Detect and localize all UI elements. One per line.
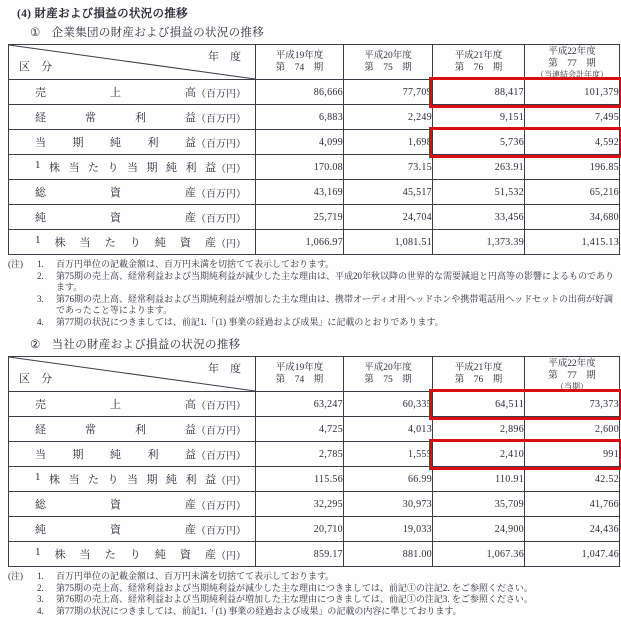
- row-label-char: 益: [185, 134, 196, 150]
- row-label-char: 資: [110, 209, 121, 225]
- note-text: 百万円単位の記載金額は、百万円未満を切捨てて表示しております。: [56, 259, 616, 271]
- group-financial-table-wrap: [8, 44, 620, 255]
- row-label-char: 高: [185, 84, 196, 100]
- row-label-char: り: [130, 546, 141, 562]
- row-label: [9, 84, 255, 100]
- row-label-char: 売: [35, 396, 46, 412]
- value-cell: 24,704: [344, 205, 433, 230]
- row-label-char: 期: [147, 159, 158, 175]
- row-label-unit: （百万円）: [196, 422, 246, 437]
- value-cell: 34,680: [525, 205, 620, 230]
- value-cell: 30,973: [344, 492, 433, 517]
- value-cell: 20,710: [256, 517, 344, 542]
- column-header-line: 平成19年度: [256, 362, 343, 374]
- value-cell: 86,666: [256, 80, 344, 105]
- row-label: [9, 109, 255, 125]
- row-label: [9, 521, 255, 537]
- value-cell: 63,247: [256, 392, 344, 417]
- column-header-line: 平成22年度: [525, 358, 619, 370]
- value-cell: 45,517: [344, 180, 433, 205]
- row-label-char: 常: [85, 109, 96, 125]
- value-cell: 2,785: [256, 442, 344, 467]
- value-cell: 66.99: [344, 467, 433, 492]
- row-label-cell: [9, 105, 256, 130]
- value-cell: 42.52: [525, 467, 620, 492]
- row-label-unit: （百万円）: [196, 447, 246, 462]
- row-label-char: 上: [110, 396, 121, 412]
- row-label-char: 当: [69, 471, 80, 487]
- row-label-char: 上: [110, 84, 121, 100]
- column-header-line: 第 77 期: [525, 370, 619, 382]
- row-label-char: 純: [155, 234, 166, 250]
- value-cell: 4,099: [256, 130, 344, 155]
- row-label-char: 利: [148, 134, 159, 150]
- value-cell: 1,066.97: [256, 230, 344, 255]
- value-cell: 73.15: [344, 155, 433, 180]
- row-label: [9, 421, 255, 437]
- row-label-chars: [35, 134, 196, 150]
- value-cell: 170.08: [256, 155, 344, 180]
- column-header-line: （当期）: [525, 382, 619, 391]
- row-label-char: 当: [69, 159, 80, 175]
- column-header-line: 平成21年度: [433, 362, 524, 374]
- value-cell: 73,373: [525, 392, 620, 417]
- section-1-number: ①: [30, 27, 41, 39]
- column-header-line: 平成22年度: [525, 46, 619, 58]
- row-label-unit: （百万円）: [196, 397, 246, 412]
- row-label-char: 産: [185, 209, 196, 225]
- row-label: [9, 496, 255, 512]
- row-label-chars: [35, 396, 196, 412]
- value-cell: 32,295: [256, 492, 344, 517]
- row-label-cell: [9, 205, 256, 230]
- row-label: [9, 134, 255, 150]
- note-item: [8, 271, 616, 294]
- value-cell: 115.56: [256, 467, 344, 492]
- row-label-unit: （円）: [216, 547, 246, 562]
- section-2-heading: [0, 334, 621, 355]
- row-label: [9, 159, 255, 175]
- row-label-char: 純: [110, 446, 121, 462]
- note-text: 百万円単位の記載金額は、百万円未満を切捨てて表示しております。: [56, 571, 616, 583]
- note-item: [8, 571, 616, 583]
- value-cell: 4,013: [344, 417, 433, 442]
- note-item: [8, 606, 616, 617]
- row-label-char: り: [108, 471, 119, 487]
- row-label-char: 高: [185, 396, 196, 412]
- row-label: [9, 471, 255, 487]
- table-row: [9, 442, 620, 467]
- value-cell: 1,081.51: [344, 230, 433, 255]
- row-label: [9, 446, 255, 462]
- row-label-char: 資: [110, 521, 121, 537]
- value-cell: 110.91: [433, 467, 525, 492]
- value-cell: 4,725: [256, 417, 344, 442]
- value-cell: 65,216: [525, 180, 620, 205]
- value-cell: 41,766: [525, 492, 620, 517]
- value-cell: 2,896: [433, 417, 525, 442]
- value-cell: 2,410: [433, 442, 525, 467]
- note-number: 4.: [37, 317, 56, 329]
- note-number: 4.: [37, 606, 56, 617]
- row-label-char: 資: [180, 234, 191, 250]
- year-column-header: [525, 357, 620, 392]
- row-label-char: 当: [127, 471, 138, 487]
- row-label-char: り: [130, 234, 141, 250]
- table-row: [9, 105, 620, 130]
- year-column-header: [256, 45, 344, 80]
- group-table-notes: [8, 259, 616, 328]
- section-2-number: ②: [30, 339, 41, 351]
- column-header-line: 第 76 期: [433, 62, 524, 74]
- row-label-unit: （百万円）: [196, 185, 246, 200]
- value-cell: 1,067.36: [433, 542, 525, 567]
- value-cell: 2,600: [525, 417, 620, 442]
- row-label-chars: [35, 546, 216, 562]
- row-label-char: 総: [35, 184, 46, 200]
- value-cell: 6,883: [256, 105, 344, 130]
- year-column-header: [433, 45, 525, 80]
- row-label-chars: [35, 496, 196, 512]
- row-label-cell: [9, 542, 256, 567]
- value-cell: 60,335: [344, 392, 433, 417]
- company-table-notes: [8, 571, 616, 617]
- row-label-char: 利: [186, 159, 197, 175]
- corner-label-nendo: 年 度: [208, 360, 241, 376]
- row-label-char: 産: [185, 521, 196, 537]
- table-row: [9, 80, 620, 105]
- row-label-chars: [35, 521, 196, 537]
- row-label-char: 資: [110, 184, 121, 200]
- row-label-unit: （百万円）: [196, 110, 246, 125]
- column-header-line: 第 75 期: [344, 374, 432, 386]
- value-cell: 24,900: [433, 517, 525, 542]
- row-label-cell: [9, 180, 256, 205]
- table-row: [9, 155, 620, 180]
- value-cell: 77,709: [344, 80, 433, 105]
- row-label-char: 産: [185, 496, 196, 512]
- note-text: 第76期の売上高、経常利益および当期純利益が増加した主な理由は、携帯オーディオ用ヘッドホンや携帯電話用ヘッドセットの出荷が好調であったこと等によります。: [56, 294, 616, 317]
- row-label-char: 当: [35, 134, 46, 150]
- header-row: [9, 357, 620, 392]
- row-label-chars: [35, 421, 196, 437]
- row-label-char: 経: [35, 421, 46, 437]
- value-cell: 33,456: [433, 205, 525, 230]
- row-label: [9, 209, 255, 225]
- row-label-char: 当: [80, 546, 91, 562]
- value-cell: 88,417: [433, 80, 525, 105]
- value-cell: 43,169: [256, 180, 344, 205]
- value-cell: 4,592: [525, 130, 620, 155]
- column-header-line: 平成19年度: [256, 50, 343, 62]
- row-label-char: た: [105, 546, 116, 562]
- note-number: 3.: [37, 594, 56, 606]
- row-label-cell: [9, 155, 256, 180]
- row-label-unit: （円）: [216, 472, 246, 487]
- column-header-line: 平成20年度: [344, 50, 432, 62]
- row-label-char: 産: [185, 184, 196, 200]
- row-label-char: 純: [166, 471, 177, 487]
- value-cell: 196.85: [525, 155, 620, 180]
- value-cell: 19,033: [344, 517, 433, 542]
- column-header-line: 第 77 期: [525, 58, 619, 70]
- table-row: [9, 417, 620, 442]
- row-label-char: 純: [155, 546, 166, 562]
- row-label-char: 益: [185, 109, 196, 125]
- row-label: [9, 396, 255, 412]
- value-cell: 1,047.46: [525, 542, 620, 567]
- row-label-unit: （百万円）: [196, 522, 246, 537]
- corner-label-nendo: 年 度: [208, 48, 241, 64]
- row-label-char: 期: [73, 446, 84, 462]
- year-column-header: [344, 357, 433, 392]
- row-label-char: 産: [205, 546, 216, 562]
- corner-label-kubun: 区 分: [19, 370, 52, 386]
- corner-cell: [9, 357, 256, 392]
- table-row: [9, 492, 620, 517]
- value-cell: 35,709: [433, 492, 525, 517]
- section-1-heading: [0, 22, 621, 43]
- value-cell: 1,415.13: [525, 230, 620, 255]
- notes-label: (注): [8, 571, 37, 583]
- table-row: [9, 130, 620, 155]
- value-cell: 1,555: [344, 442, 433, 467]
- note-item: [8, 294, 616, 317]
- value-cell: 9,151: [433, 105, 525, 130]
- row-label-chars: [35, 109, 196, 125]
- value-cell: 7,495: [525, 105, 620, 130]
- financial-table: [8, 44, 620, 255]
- row-label-cell: [9, 517, 256, 542]
- note-item: [8, 317, 616, 329]
- row-label-char: 資: [180, 546, 191, 562]
- value-cell: 24,436: [525, 517, 620, 542]
- row-label: [9, 184, 255, 200]
- row-label-chars: [35, 471, 216, 487]
- note-item: [8, 594, 616, 606]
- row-label-char: 株: [49, 159, 60, 175]
- note-text: 第75期の売上高、経常利益および当期純利益が減少した主な理由につきましては、前記①の注記2. をご参照ください。: [56, 583, 616, 595]
- row-label-char: 当: [127, 159, 138, 175]
- row-label: [9, 234, 255, 250]
- column-header-line: 第 75 期: [344, 62, 432, 74]
- value-cell: 1,698: [344, 130, 433, 155]
- value-cell: 101,379: [525, 80, 620, 105]
- row-label-char: 資: [110, 496, 121, 512]
- row-label-char: 当: [35, 446, 46, 462]
- year-column-header: [256, 357, 344, 392]
- note-text: 第77期の状況につきましては、前記1.「(1) 事業の経過および成果」の記載の内容に準じております。: [56, 606, 616, 617]
- row-label-char: 純: [110, 134, 121, 150]
- row-label-cell: [9, 442, 256, 467]
- row-label-unit: （百万円）: [196, 497, 246, 512]
- row-label-cell: [9, 130, 256, 155]
- row-label-chars: [35, 209, 196, 225]
- column-header-line: （当連結会計年度）: [525, 70, 619, 79]
- row-label-char: 益: [205, 471, 216, 487]
- note-text: 第77期の状況につきましては、前記1.「(1) 事業の経過および成果」に記載のとおりであります。: [56, 317, 616, 329]
- row-label-char: 株: [49, 471, 60, 487]
- value-cell: 25,719: [256, 205, 344, 230]
- row-label-cell: [9, 392, 256, 417]
- column-header-line: 平成20年度: [344, 362, 432, 374]
- row-label-char: 1: [35, 159, 41, 175]
- note-number: 1.: [37, 571, 56, 583]
- value-cell: 859.17: [256, 542, 344, 567]
- row-label-char: 1: [35, 471, 41, 487]
- row-label-chars: [35, 446, 196, 462]
- row-label-char: 期: [73, 134, 84, 150]
- row-label-char: 総: [35, 496, 46, 512]
- row-label-char: 常: [85, 421, 96, 437]
- page-title: (4) 財産および損益の状況の推移: [0, 0, 621, 22]
- row-label-char: 純: [35, 521, 46, 537]
- table-row: [9, 180, 620, 205]
- company-financial-table-wrap: [8, 356, 620, 567]
- value-cell: 881.00: [344, 542, 433, 567]
- header-row: [9, 45, 620, 80]
- year-column-header: [525, 45, 620, 80]
- financial-table: [8, 356, 620, 567]
- table-row: [9, 205, 620, 230]
- row-label-char: 利: [135, 109, 146, 125]
- section-2-title: 当社の財産および損益の状況の推移: [52, 339, 241, 351]
- row-label-char: 当: [80, 234, 91, 250]
- value-cell: 64,511: [433, 392, 525, 417]
- year-column-header: [433, 357, 525, 392]
- note-text: 第76期の売上高、経常利益および当期純利益が増加した主な理由につきましては、前記①の注記3. をご参照ください。: [56, 594, 616, 606]
- corner-label-kubun: 区 分: [19, 58, 52, 74]
- row-label-char: 1: [35, 234, 41, 250]
- notes-label: (注): [8, 259, 37, 271]
- row-label-char: 利: [186, 471, 197, 487]
- note-number: 2.: [37, 583, 56, 595]
- row-label-cell: [9, 467, 256, 492]
- row-label-char: 株: [55, 546, 66, 562]
- corner-cell: [9, 45, 256, 80]
- row-label-char: り: [108, 159, 119, 175]
- row-label-char: た: [88, 159, 99, 175]
- row-label-chars: [35, 234, 216, 250]
- note-number: 3.: [37, 294, 56, 306]
- row-label-char: 1: [35, 546, 41, 562]
- column-header-line: 平成21年度: [433, 50, 524, 62]
- row-label-chars: [35, 84, 196, 100]
- value-cell: 991: [525, 442, 620, 467]
- row-label-char: 経: [35, 109, 46, 125]
- row-label-char: 益: [185, 446, 196, 462]
- row-label-char: 産: [205, 234, 216, 250]
- note-item: [8, 259, 616, 271]
- table-row: [9, 517, 620, 542]
- row-label: [9, 546, 255, 562]
- section-1-title: 企業集団の財産および損益の状況の推移: [52, 27, 264, 39]
- row-label-chars: [35, 159, 216, 175]
- column-header-line: 第 74 期: [256, 374, 343, 386]
- row-label-char: 益: [185, 421, 196, 437]
- table-row: [9, 230, 620, 255]
- value-cell: 51,532: [433, 180, 525, 205]
- row-label-unit: （円）: [216, 160, 246, 175]
- row-label-char: 利: [135, 421, 146, 437]
- row-label-char: 益: [205, 159, 216, 175]
- year-column-header: [344, 45, 433, 80]
- note-number: 2.: [37, 271, 56, 283]
- column-header-line: 第 74 期: [256, 62, 343, 74]
- row-label-unit: （円）: [216, 235, 246, 250]
- table-row: [9, 467, 620, 492]
- note-item: [8, 583, 616, 595]
- table-row: [9, 542, 620, 567]
- value-cell: 263.91: [433, 155, 525, 180]
- row-label-chars: [35, 184, 196, 200]
- table-row: [9, 392, 620, 417]
- row-label-char: 純: [166, 159, 177, 175]
- note-number: 1.: [37, 259, 56, 271]
- row-label-unit: （百万円）: [196, 85, 246, 100]
- row-label-char: た: [88, 471, 99, 487]
- row-label-cell: [9, 230, 256, 255]
- value-cell: 5,736: [433, 130, 525, 155]
- row-label-char: た: [105, 234, 116, 250]
- row-label-cell: [9, 417, 256, 442]
- row-label-unit: （百万円）: [196, 135, 246, 150]
- row-label-unit: （百万円）: [196, 210, 246, 225]
- row-label-char: 期: [147, 471, 158, 487]
- row-label-cell: [9, 80, 256, 105]
- row-label-char: 売: [35, 84, 46, 100]
- row-label-char: 利: [148, 446, 159, 462]
- value-cell: 1,373.39: [433, 230, 525, 255]
- note-text: 第75期の売上高、経常利益および当期純利益が減少した主な理由は、平成20年秋以降の世界的な需要減退と円高等の影響によるものであります。: [56, 271, 616, 294]
- row-label-char: 純: [35, 209, 46, 225]
- value-cell: 2,249: [344, 105, 433, 130]
- column-header-line: 第 76 期: [433, 374, 524, 386]
- row-label-cell: [9, 492, 256, 517]
- row-label-char: 株: [55, 234, 66, 250]
